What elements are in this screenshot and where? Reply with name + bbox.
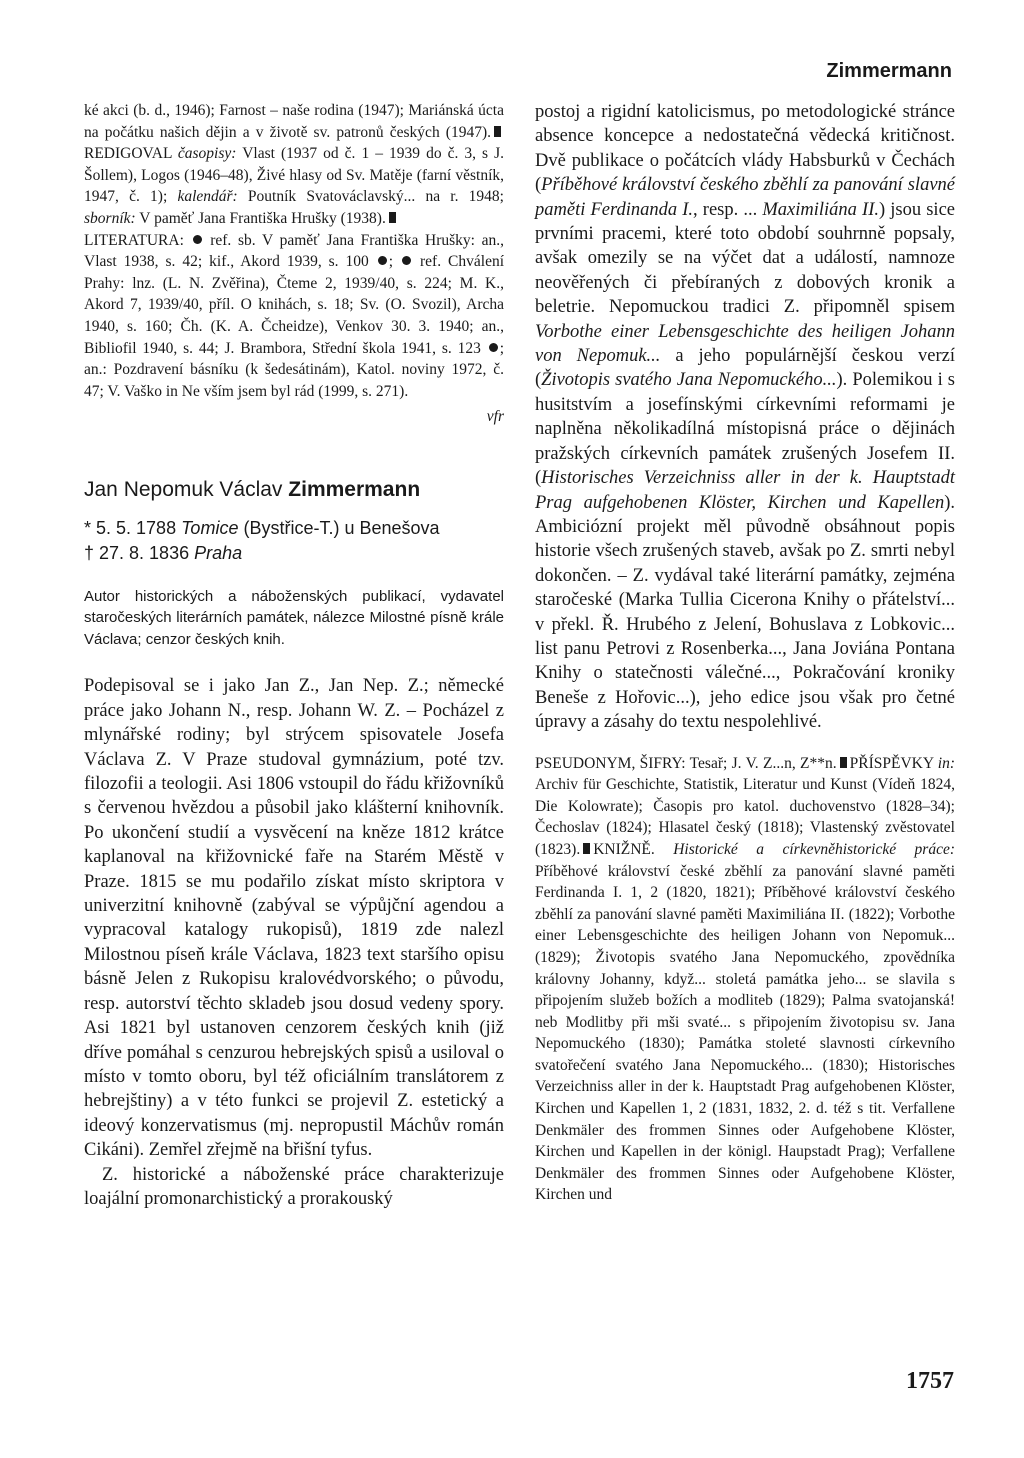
literatura-d: ; an.: Pozdravení básníku (k šedesátinám), Katol. noviny 1972, č. 47; V. Vaško in Ne vším jsem byl rád (1999, s. 271). (84, 339, 504, 400)
knizne-category: Historické a církevněhistorické práce: (673, 840, 955, 858)
rc-text-1: postoj a rigidní katolicismus, po metodologické stránce absence koncepce a nedostatečná vědecká kritičnost. Dvě publikace o počátcích vlády Habsburků v Čechách ( (535, 102, 955, 196)
page-number: 1757 (906, 1368, 954, 1394)
body-paragraph-2-continued (535, 100, 955, 735)
redigoval-kalendar-label: kalendář: (177, 188, 238, 206)
rc-title-3: Vorbothe einer Lebensgeschichte des heiligen Johann von Nepomuk... (535, 321, 955, 367)
redigoval-sbornik-label: sborník: (84, 209, 136, 227)
entry-surname: Zimmermann (288, 477, 421, 501)
bullet-dot-icon (489, 343, 498, 352)
rc-text-2: , resp. ... (693, 199, 758, 220)
prispevky-in: in: (937, 754, 956, 772)
running-head: Zimmermann (826, 60, 952, 82)
prispevky-text: Archiv für Geschichte, Statistik, Literatur und Kunst (Vídeň 1824, Die Kolowrate); Časopis pro katol. duchovenstvo (1828–34); Čechoslav (1824); Hlasatel český (1818); Vlastenský zvěstovatel (1823). (535, 776, 955, 858)
section-separator-icon (583, 843, 590, 854)
previous-entry-part1: ké akci (b. d., 1946); Farnost – naše rodina (1947); Mariánská úcta na počátku našich dějin a v životě sv. patronů českých (1947). (84, 102, 504, 141)
rc-title-5: Historisches Verzeichniss aller in der k. Hauptstadt Prag aufgehobenen Klöster, Kirchen und Kapellen (535, 468, 955, 513)
literatura-a: ref. sb. V paměť Jana Františka Hrušky: an., Vlast 1938, s. 42; kif., Akord 1939, s. 100 (84, 231, 505, 271)
right-column (535, 100, 955, 1206)
rc-text-6: ). Ambiciózní projekt měl původně obsáhnout popis historie všech zrušených staveb, avšak po Z. smrti nebyl dokončen. – Z. vydával také literární památky, zejména staročeské (Marka Tullia Cicerona Knihy o přátelství... v překl. Ř. Hrubého z Jelení, Bohuslava z Lobkovic... list panu Petrovi z Rosenberka..., Jana Joviána Pontana Knihy o statečnosti válečné..., Pokračování kroniky Beneše z Hořovic...), jeho edice jsou však pro četné úpravy a zásahy do textu nespolehlivé. (535, 492, 955, 733)
rc-title-2: Maximiliána II. (762, 199, 879, 220)
left-column (84, 100, 504, 1211)
author-signature: vfr (486, 408, 504, 426)
redigoval-casopisy-label: časopisy: (177, 145, 237, 163)
literatura-label: LITERATURA: (84, 231, 184, 249)
birth-date: * 5. 5. 1788 (84, 517, 177, 538)
literatura-b: ; (388, 253, 394, 271)
bibliography (535, 753, 955, 1206)
death-place: Praha (194, 542, 243, 563)
birth-place: Tomice (181, 517, 239, 538)
birth-line (84, 516, 504, 541)
entry-title (84, 476, 504, 504)
birth-place-detail: (Bystřice-T.) u Benešova (243, 517, 440, 538)
literatura-c: ref. Chválení Prahy: lnz. (L. N. Zvěřina), Čteme 2, 1939/40, s. 224; M. K., Akord 7, 1939/40, příl. O knihách, s. 18; Sv. (O. Svozil), Archa 1940, s. 160; Čh. (K. A. Čcheidze), Venkov 30. 3. 1940; an., Bibliofil 1940, s. 44; J. Brambora, Střední škola 1941, s. 123 (84, 253, 505, 357)
entry-body (84, 674, 504, 1211)
redigoval-kalendar-text: Poutník Svatováclavský... na r. 1948; (247, 188, 504, 206)
pseudonym-text: Tesař; J. V. Z...n, Z**n. (689, 754, 837, 772)
section-separator-icon (494, 126, 501, 137)
prispevky-label: PŘÍSPĚVKY (849, 754, 934, 772)
death-date: † 27. 8. 1836 (84, 542, 190, 563)
knizne-label: KNIŽNĚ. (593, 840, 655, 858)
pseudonym-label: PSEUDONYM, ŠIFRY: (535, 754, 686, 772)
body-paragraph-2: Z. historické a náboženské práce charakterizuje loajální promonarchistický a prorakouský (84, 1164, 504, 1209)
entry-dates (84, 516, 504, 566)
section-separator-icon (840, 757, 847, 768)
literatura-text (84, 230, 504, 403)
death-line (84, 541, 504, 566)
body-paragraph-1: Podepisoval se i jako Jan Z., Jan Nep. Z.; německé práce jako Johann N., resp. Johann W. Z. – Pocházel z mlynářské rodiny; byl strýcem spisovatele Josefa Václava Z. V Praze studoval gymnázium, poté tzv. filozofii a teologii. Asi 1806 vstoupil do řádu křižovníků s červenou hvězdou a působil jako klášterní knihovník. Po ukončení studií a vysvěcení na kněze 1812 krátce kaplanoval na křižovnické faře na Starém Městě v Praze. 1815 se mu podařilo získat místo skriptora v univerzitní knihovně (zabýval se výpůjční agendou a vypracoval katalogy rukopisů), 1819 zde nalezl Milostnou píseň krále Václava, 1823 text staršího opisu básně Jelen z Rukopisu kralovédvorského; o původu, resp. autorství těchto skladeb jsou dosud vedeny spory. Asi 1821 byl ustanoven cenzorem českých knih (již dříve pomáhal s cenzurou hebrejských spisů a usiloval o místo v tomto oboru, byl též oficiálním translátorem z hebrejštiny) a v této funkci se projevil Z. estetický a ideový konzervatismus (mj. nepropustil Máchův román Cikáni). Zemřel zřejmě na břišní tyfus. (84, 676, 504, 1161)
bullet-dot-icon (402, 256, 411, 265)
knizne-text: Příběhové království české zběhlí za panování slavné paměti Ferdinanda I. 1, 2 (1820, 1821); Příběhové království českého zběhlí za panování slavné paměti Maximiliána II. (1822); Vorbothe einer Lebensgeschichte des heiligen Johann von Nepomuk... (1829); Životopis svatého Jana Nepomuckého, zpovědníka královny Johanny, když... stoletá památka jeho... se slavila s připojením služeb božích a modliteb (1829); Palma svatojanská! neb Modlitby při mši svaté... s připojením životopisu sv. Jana Nepomuckého (1830); Památka stoleté slavnosti církevního svatořečení svatého Jana Nepomuckého... (1830); Historisches Verzeichniss aller in der k. Hauptstadt Prag aufgehobenen Klöster, Kirchen und Kapellen 1, 2 (1831, 1832, 2. d. též s tit. Verfallene Denkmäler des frommen Sinnes oder Aufgehobene Klöster, Kirchen und Kapellen in der königl. Haupstadt Prag); Verfallene Denkmäler des frommen Sinnes oder Aufgehobene Klöster, Kirchen und (535, 862, 955, 1204)
section-separator-icon (389, 212, 396, 223)
rc-title-1: Příběhové království českého zběhlí za panování slavné paměti Ferdinanda I. (535, 175, 955, 220)
bullet-dot-icon (378, 256, 387, 265)
rc-text-5: ). Polemikou i s husitstvím a josefínskými církevními reformami je naplněna několikadílná místopisná práce o dějinách pražských církevních památek zrušených Josefem II. ( (535, 370, 956, 489)
redigoval-casopisy-text: Vlast (1937 od č. 1 – 1939 do č. 3, s J. Šollem), Logos (1946–48), Živé hlasy od Sv. Matěje (farní věstník, 1947, č. 1); (84, 145, 505, 206)
rc-text-3: ) jsou sice prvními pracemi, které toto období souhrnně popsaly, avšak omezily se na výčet dat a událostí, namnoze neověřených či přebíraných z dobových kronik a beletrie. Nepomuckou tradici Z. připomněl spisem (535, 199, 955, 318)
redigoval-sbornik-text: V paměť Jana Františka Hrušky (1938). (139, 209, 386, 227)
rc-text-4: a jeho populárnější českou verzí ( (535, 346, 955, 391)
entry-given-names: Jan Nepomuk Václav (84, 477, 283, 501)
rc-title-4: Životopis svatého Jana Nepomuckého... (541, 370, 837, 391)
redigoval-label: REDIGOVAL (84, 145, 172, 163)
bullet-dot-icon (193, 235, 202, 244)
previous-entry-text (84, 100, 504, 230)
entry-abstract: Autor historických a náboženských publikací, vydavatel staročeských literárních památek, nálezce Milostné písně krále Václava; cenzor českých knih. (84, 587, 504, 648)
